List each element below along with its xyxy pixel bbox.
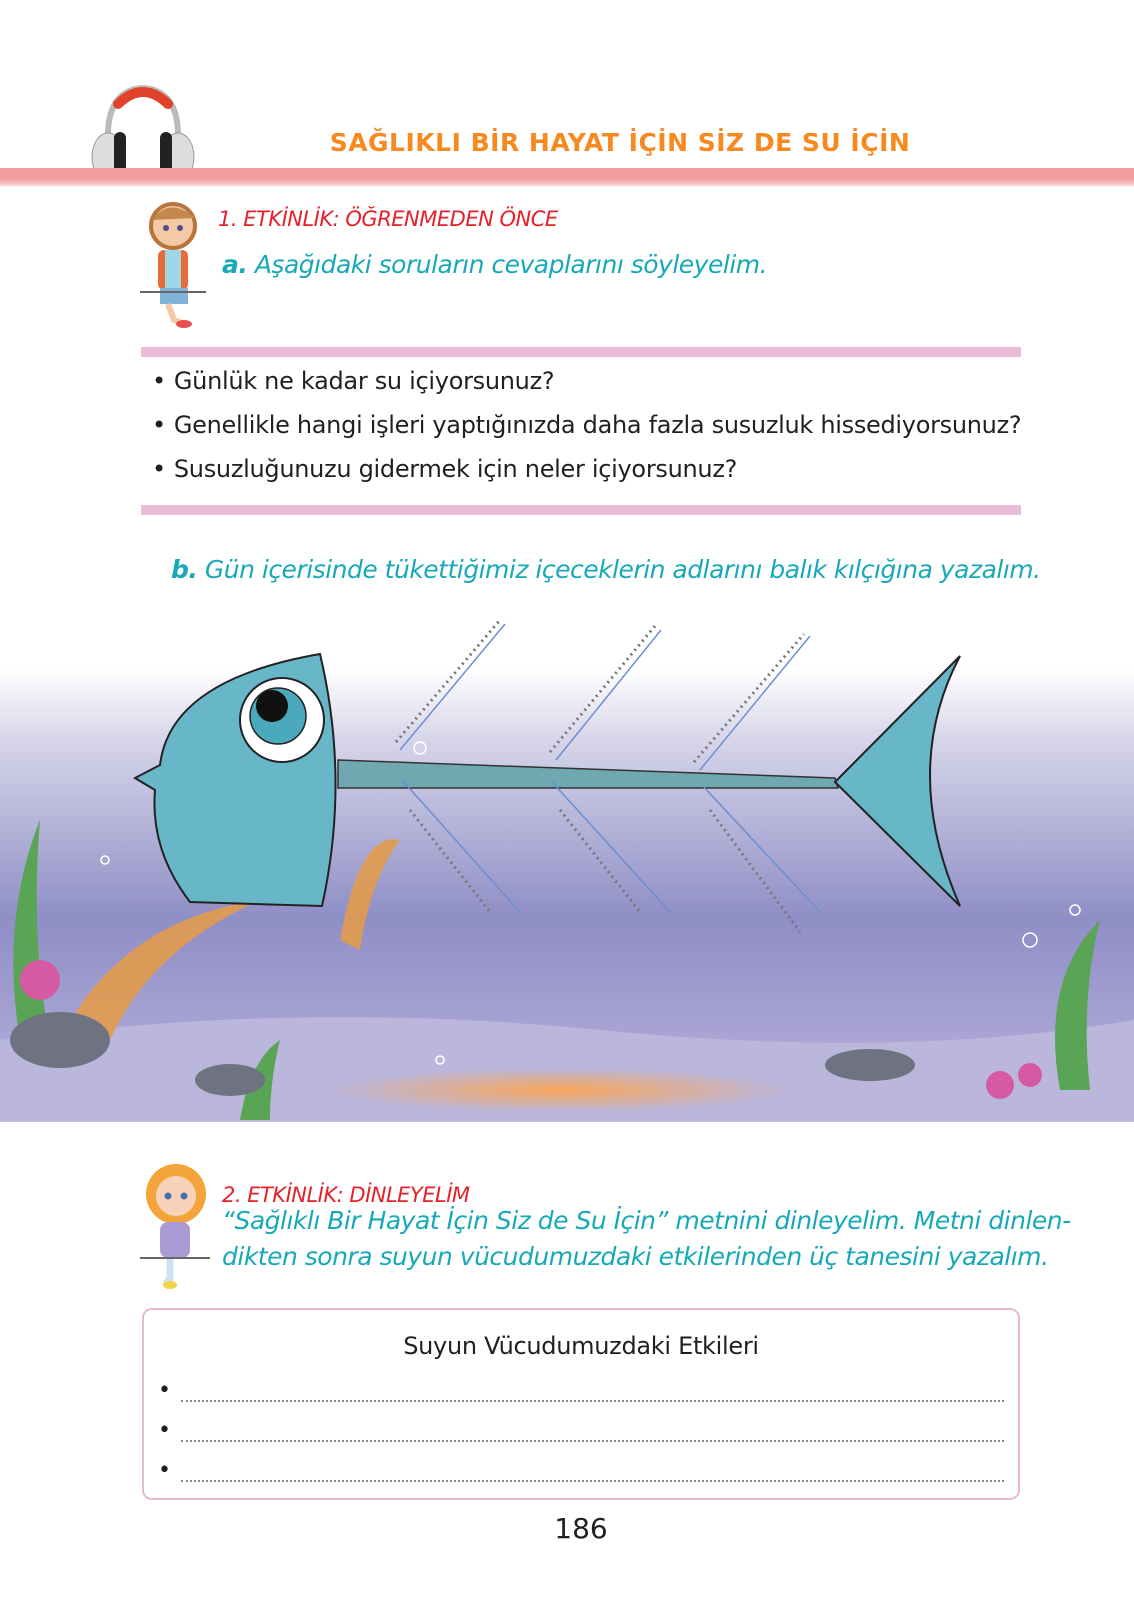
fishbone-illustration <box>0 620 1134 1122</box>
b-marker: b. <box>171 555 198 584</box>
answer-line-3[interactable] <box>158 1458 1004 1483</box>
page-title: SAĞLIKLI BİR HAYAT İÇİN SİZ DE SU İÇİN <box>329 128 911 157</box>
bullet: • <box>158 1458 171 1483</box>
bullet: • <box>158 1378 171 1403</box>
activity2-instruction-line1: “Sağlıklı Bir Hayat İçin Siz de Su İçin” metnini dinleyelim. Metni dinlen- <box>222 1206 1071 1235</box>
question-2: • Genellikle hangi işleri yaptığınızda daha fazla susuzluk hissediyorsunuz? <box>152 411 1021 439</box>
answer-box <box>142 1308 1020 1500</box>
activity1-b-instruction <box>171 555 1041 584</box>
girl-character-icon <box>140 1160 212 1290</box>
activity1-a-instruction <box>222 250 767 279</box>
b-text: Gün içerisinde tükettiğimiz içeceklerin adlarını balık kılçığına yazalım. <box>204 555 1041 584</box>
activity1-label: 1. ETKİNLİK: ÖĞRENMEDEN ÖNCE <box>218 207 558 231</box>
header-band <box>0 168 1134 186</box>
question-1: • Günlük ne kadar su içiyorsunuz? <box>152 367 554 395</box>
divider-bottom <box>141 505 1021 515</box>
activity2-label: 2. ETKİNLİK: DİNLEYELİM <box>222 1183 470 1207</box>
question-3: • Susuzluğunuzu gidermek için neler içiyorsunuz? <box>152 455 737 483</box>
answer-line-2[interactable] <box>158 1418 1004 1443</box>
divider-top <box>141 347 1021 357</box>
page-number: 186 <box>554 1512 608 1545</box>
answer-box-title: Suyun Vücudumuzdaki Etkileri <box>403 1332 759 1360</box>
answer-line-1[interactable] <box>158 1378 1004 1403</box>
bullet: • <box>158 1418 171 1443</box>
boy-character-icon <box>140 200 210 332</box>
activity2-instruction-line2: dikten sonra suyun vücudumuzdaki etkilerinden üç tanesini yazalım. <box>222 1242 1049 1271</box>
a-text: Aşağıdaki soruların cevaplarını söyleyelim. <box>254 250 768 279</box>
a-marker: a. <box>222 250 248 279</box>
